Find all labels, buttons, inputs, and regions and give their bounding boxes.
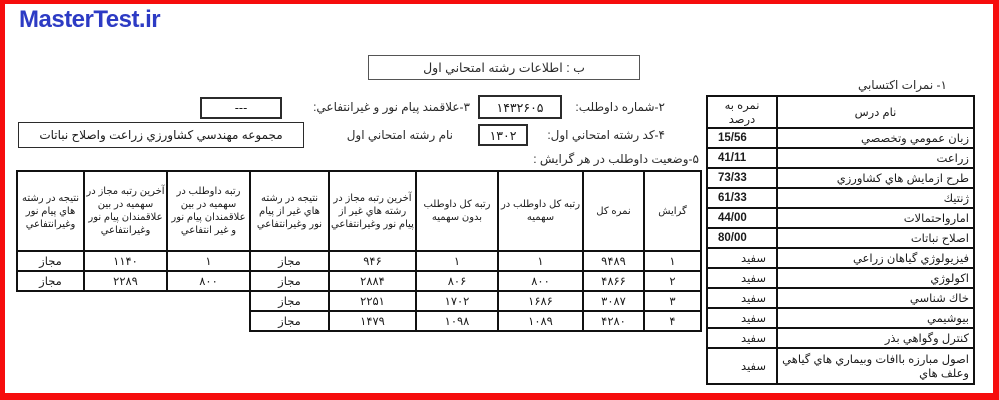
status-header-row — [17, 171, 701, 251]
cell: ۳ — [644, 291, 701, 311]
scores-section-title: ۱- نمرات اكتسابي — [857, 78, 947, 92]
lesson-score: سفيد — [707, 268, 777, 288]
payamnoor-interest-label: ۳-علاقمند پيام نور و غيرانتفاعي: — [313, 100, 470, 114]
status-table — [16, 170, 702, 343]
header-last-allowed-rank-payamnoor: آخرين رتبه مجاز در سهميه در بين علاقمندان پيام نور وغيرانتفاعي — [84, 171, 167, 251]
cell: ۱ — [167, 251, 250, 271]
lesson-name: امارواحتمالات — [777, 208, 974, 228]
cell: ۴۲۸۰ — [583, 311, 644, 331]
table-row — [707, 208, 974, 228]
lesson-score: 80/00 — [707, 228, 777, 248]
header-grayesh: گرايش — [644, 171, 701, 251]
cell: ۹۴۶ — [329, 251, 416, 271]
lesson-score: 73/33 — [707, 168, 777, 188]
table-row — [17, 271, 701, 291]
header-rank-no-quota: رتبه كل داوطلب بدون سهميه — [416, 171, 498, 251]
table-row — [707, 288, 974, 308]
cell: مجاز — [250, 311, 329, 331]
payamnoor-interest-value: --- — [234, 101, 248, 115]
cell: ۲۲۸۹ — [84, 271, 167, 291]
table-row — [707, 168, 974, 188]
cell: ۱۱۴۰ — [84, 251, 167, 271]
field-code-label: ۴-كد رشته امتحاني اول: — [547, 128, 665, 142]
payamnoor-interest-value-box — [200, 97, 282, 119]
header-rank-in-quota: رتبه كل داوطلب در سهميه — [498, 171, 583, 251]
lesson-name: كنترل وگواهي بذر — [777, 328, 974, 348]
header-result-other: نتيجه در رشته هاي غير از پيام نور وغيرانتفاعي — [250, 171, 329, 251]
cell: ۸۰۶ — [416, 271, 498, 291]
scores-table — [706, 95, 975, 385]
cell: ۱۰۸۹ — [498, 311, 583, 331]
field-code-value-box — [478, 124, 528, 146]
table-row — [707, 328, 974, 348]
cell: ۴ — [644, 311, 701, 331]
cell: ۱ — [416, 251, 498, 271]
cell: ۸۰۰ — [498, 271, 583, 291]
cell: ۱۰۹۸ — [416, 311, 498, 331]
logo-link[interactable]: MasterTest.ir — [19, 6, 161, 33]
lesson-name: زراعت — [777, 148, 974, 168]
lesson-name: خاك شناسي — [777, 288, 974, 308]
lesson-score: سفيد — [707, 248, 777, 268]
cell: ۴۸۶۶ — [583, 271, 644, 291]
lesson-name: ژنتيك — [777, 188, 974, 208]
lesson-score: سفيد — [707, 308, 777, 328]
lesson-score: 41/11 — [707, 148, 777, 168]
cell: ۸۰۰ — [167, 271, 250, 291]
applicant-number-value: ۱۴۳۲۶۰۵ — [496, 100, 544, 115]
lesson-score: 44/00 — [707, 208, 777, 228]
header-result-payamnoor: نتيجه در رشته هاي پيام نور وغيرانتفاعي — [17, 171, 84, 251]
cell: مجاز — [250, 291, 329, 311]
cell: ۲۲۵۱ — [329, 291, 416, 311]
status-section-label: ۵-وضعيت داوطلب در هر گرايش : — [533, 152, 699, 166]
applicant-number-value-box — [478, 95, 562, 119]
table-row — [17, 251, 701, 271]
table-row — [707, 148, 974, 168]
field-name-value: مجموعه مهندسي كشاورزي زراعت واصلاح نباتات — [39, 128, 283, 142]
table-row — [707, 128, 974, 148]
lesson-name: اكولوژي — [777, 268, 974, 288]
spacer-cell — [17, 331, 701, 343]
scores-header-percent: نمره به درصد — [707, 96, 777, 128]
cell: ۱۴۷۹ — [329, 311, 416, 331]
field-name-label: نام رشته امتحاني اول — [346, 128, 453, 142]
cell: مجاز — [17, 251, 84, 271]
cell: ۱ — [498, 251, 583, 271]
table-row — [707, 308, 974, 328]
lesson-name: طرح ازمايش هاي كشاورزي — [777, 168, 974, 188]
table-row — [17, 291, 701, 311]
field-name-value-box — [18, 122, 304, 148]
cell: مجاز — [250, 251, 329, 271]
cell: ۱ — [644, 251, 701, 271]
lesson-score: 61/33 — [707, 188, 777, 208]
empty-region — [17, 291, 250, 331]
header-last-allowed-rank-other: آخرين رتبه مجاز در رشته هاي غير از پيام نور وغيرانتفاعي — [329, 171, 416, 251]
lesson-score: سفيد — [707, 328, 777, 348]
spacer-row — [17, 331, 701, 343]
lesson-name: فيزيولوژي گياهان زراعي — [777, 248, 974, 268]
table-row — [707, 348, 974, 384]
scores-header-row — [707, 96, 974, 128]
cell: ۱۷۰۲ — [416, 291, 498, 311]
lesson-name: اصول مبارزه باافات وبيماري هاي گياهي وعلف هاي — [777, 348, 974, 384]
field-code-value: ۱۳۰۲ — [489, 128, 517, 143]
lesson-name: زبان عمومي وتخصصي — [777, 128, 974, 148]
cell: ۲۸۸۴ — [329, 271, 416, 291]
cell: ۱۶۸۶ — [498, 291, 583, 311]
scores-header-name: نام درس — [777, 96, 974, 128]
table-row — [707, 268, 974, 288]
table-row — [707, 188, 974, 208]
cell: مجاز — [250, 271, 329, 291]
lesson-name: بيوشيمي — [777, 308, 974, 328]
cell: ۹۴۸۹ — [583, 251, 644, 271]
header-total-score: نمره كل — [583, 171, 644, 251]
lesson-name: اصلاح نباتات — [777, 228, 974, 248]
lesson-score: سفيد — [707, 288, 777, 308]
lesson-score: 15/56 — [707, 128, 777, 148]
table-row — [707, 228, 974, 248]
cell: ۳۰۸۷ — [583, 291, 644, 311]
cell: ۲ — [644, 271, 701, 291]
section-title: ب : اطلاعات رشته امتحاني اول — [423, 61, 585, 75]
header-rank-among-payamnoor: رتبه داوطلب در سهميه در بين علاقمندان پيام نور و غير انتفاعي — [167, 171, 250, 251]
table-row — [707, 248, 974, 268]
section-title-box — [368, 55, 640, 80]
applicant-number-label: ۲-شماره داوطلب: — [575, 100, 665, 114]
cell: مجاز — [17, 271, 84, 291]
lesson-score: سفيد — [707, 348, 777, 384]
